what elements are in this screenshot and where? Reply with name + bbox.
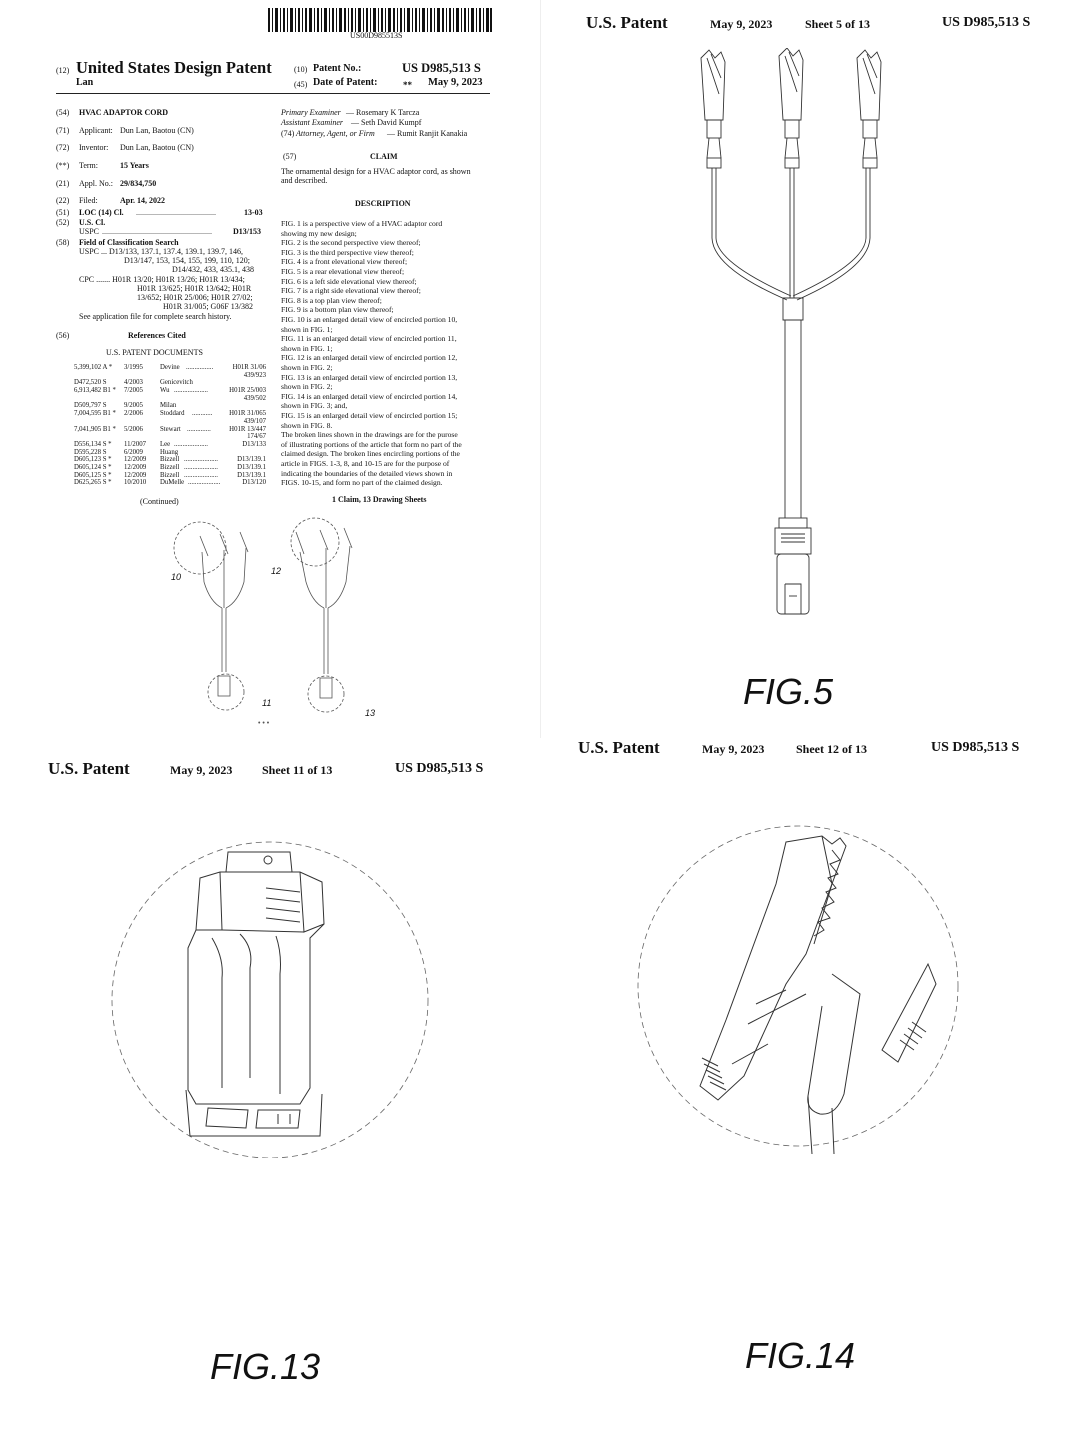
field-appl-label: Appl. No.: [79, 179, 113, 188]
description-line: of illustrating portions of the article that form no part of the [281, 439, 462, 449]
table-row: 439/923 [243, 371, 266, 379]
table-row: 174/67 [247, 433, 266, 441]
barcode [268, 8, 492, 32]
drawing-label-13: 13 [365, 708, 376, 718]
date-code: (45) [294, 80, 308, 89]
loc-label: LOC (14) Cl. [79, 208, 124, 217]
table-row: D472,520 S 4/2003 Genicevitch [74, 379, 193, 387]
assistant-examiner-label: Assistant Examiner [281, 118, 343, 127]
search-code: (58) [56, 238, 70, 247]
table-row: 439/107 [243, 417, 266, 425]
description-line: showing my new design; [281, 228, 357, 238]
clamp-center [779, 48, 803, 168]
description-line: FIG. 13 is an enlarged detail view of encircled portion 13, [281, 372, 458, 382]
patent-number: US D985,513 S [931, 740, 1020, 755]
description-line: FIG. 7 is a right side elevational view thereof; [281, 286, 421, 296]
table-row: 7,041,905 B1 * 5/2006 Stewart .............. H01R 13/447 [74, 425, 266, 433]
table-row: 5,399,102 A * 3/1995 Devine ................ H01R 31/06 [74, 364, 266, 371]
table-row: D556,134 S * 11/2007 Lee .................... D13/133 [74, 440, 266, 448]
field-filed-label: Filed: [79, 196, 98, 205]
refs-label: References Cited [128, 331, 186, 340]
field-filed-value: Apr. 14, 2022 [120, 196, 166, 205]
front-page-panel [0, 0, 540, 738]
uscl-code: (52) [56, 218, 70, 227]
description-line: FIG. 2 is the second perspective view thereof; [281, 238, 421, 248]
table-row: 6,913,482 B1 * 7/2005 Wu .................... H01R 25/003 [74, 387, 266, 395]
sheet-5-panel [540, 0, 1080, 738]
date-label: Date of Patent: [313, 77, 378, 88]
field-applicant-label: Applicant: [79, 126, 113, 135]
field-inventor-value: Dun Lan, Baotou (CN) [120, 143, 194, 152]
field-term-value: 15 Years [120, 161, 149, 170]
refs-continued: (Continued) [140, 497, 179, 506]
loc-value: 13-03 [244, 208, 263, 217]
clamp-left [701, 50, 725, 168]
description-line: claimed design. The broken lines encircling portions of the [281, 449, 460, 459]
drawing-label-11: 11 [262, 698, 272, 708]
field-71-code: (71) [56, 126, 70, 135]
search-line: USPC ... D13/133, 137.1, 137.4, 139.1, 139.7, 146, [79, 247, 244, 256]
search-line: CPC ....... H01R 13/20; H01R 13/26; H01R 13/434; [79, 275, 245, 284]
patent-no-label: Patent No.: [313, 63, 362, 74]
loc-dots: ........................................ [136, 208, 216, 217]
sheet-number: Sheet 12 of 13 [796, 742, 867, 756]
claim-heading: CLAIM [370, 152, 398, 161]
description-line: FIG. 1 is a perspective view of a HVAC adaptor cord [281, 219, 443, 228]
drawing-label-10: 10 [171, 572, 182, 582]
figure-14-drawing [636, 824, 966, 1154]
front-page-drawing [160, 512, 390, 722]
field-applicant-value: Dun Lan, Baotou (CN) [120, 126, 194, 135]
description-line: FIG. 12 is an enlarged detail view of encircled portion 12, [281, 353, 458, 363]
claim-code: (57) [283, 152, 297, 161]
table-row: 7,004,595 B1 * 2/2006 Stoddard ............ H01R 31/065 [74, 410, 266, 418]
table-row: D595,228 S 6/2009 Huang [74, 448, 179, 456]
field-term-code: (**) [56, 161, 70, 170]
attorney-label: Attorney, Agent, or Firm [296, 129, 375, 138]
sheet-11-panel [0, 738, 540, 1440]
barcode-number: US00D985513S [350, 31, 403, 40]
uspc-label: USPC [79, 227, 100, 236]
attorney-code: (74) [281, 129, 295, 138]
description-line: shown in FIG. 8. [281, 420, 333, 430]
description-summary: 1 Claim, 13 Drawing Sheets [332, 495, 427, 504]
date-value: May 9, 2023 [428, 77, 483, 88]
attorney-value: — Rumit Ranjit Kanakia [387, 129, 468, 138]
description-line: FIG. 11 is an enlarged detail view of encircled portion 11, [281, 334, 457, 344]
title-rule [56, 93, 490, 94]
table-row: 439/502 [243, 394, 266, 402]
type-code: (12) [56, 66, 70, 75]
patent-no-code: (10) [294, 65, 308, 74]
description-line: FIG. 14 is an enlarged detail view of encircled portion 14, [281, 391, 458, 401]
figure-caption: FIG.5 [743, 671, 834, 712]
description-line: shown in FIG. 3; and, [281, 401, 348, 411]
table-row: D605,123 S * 12/2009 Bizzell .................... D13/139.1 [74, 456, 266, 464]
description-heading: DESCRIPTION [355, 199, 411, 208]
uspc-value: D13/153 [233, 227, 261, 236]
patent-number: US D985,513 S [942, 15, 1031, 30]
description-line: FIG. 9 is a bottom plan view thereof; [281, 305, 394, 315]
sheet-12-panel [540, 738, 1080, 1440]
search-line: D14/432, 433, 435.1, 438 [172, 265, 254, 274]
table-row: D509,797 S 9/2005 Milan [74, 402, 177, 410]
refs-code: (56) [56, 331, 70, 340]
search-line: See application file for complete search history. [79, 312, 232, 321]
uscl-label: U.S. Cl. [79, 218, 106, 227]
patent-number: US D985,513 S [402, 61, 481, 75]
field-22-code: (22) [56, 196, 70, 205]
description-line: shown in FIG. 2; [281, 382, 333, 392]
field-21-code: (21) [56, 179, 70, 188]
claim-line: The ornamental design for a HVAC adaptor cord, as shown [281, 167, 471, 176]
sheet-number: Sheet 5 of 13 [805, 17, 870, 31]
description-line: FIGS. 10-15, and form no part of the claimed design. [281, 478, 443, 488]
drawing-label-12: 12 [271, 566, 282, 576]
table-row: D605,125 S * 12/2009 Bizzell .................... D13/139.1 [74, 471, 266, 479]
description-line: FIG. 3 is the third perspective view thereof; [281, 247, 414, 257]
assistant-examiner: — Seth David Kumpf [351, 118, 422, 127]
figure-13-drawing [100, 838, 440, 1158]
pager-dots[interactable]: • • • [258, 720, 270, 727]
description-line: The broken lines shown in the drawings are for the purose [281, 430, 458, 440]
description-line: indicating the boundaries of the detailed views shown in [281, 468, 453, 478]
description-line: shown in FIG. 1; [281, 343, 333, 353]
description-line: FIG. 6 is a left side elevational view thereof; [281, 276, 417, 286]
sheet-date: May 9, 2023 [710, 17, 773, 31]
search-line: D13/147, 153, 154, 155, 199, 110, 120; [124, 256, 250, 265]
field-term-label: Term: [79, 161, 98, 170]
search-line: H01R 13/625; H01R 13/642; H01R [137, 284, 252, 293]
description-line: FIG. 4 is a front elevational view thereof; [281, 257, 408, 267]
claim-line: and described. [281, 176, 328, 185]
sheet-number: Sheet 11 of 13 [262, 763, 333, 777]
date-stars: ** [403, 80, 412, 90]
uspc-dots: ....................................................... [102, 227, 212, 236]
search-label: Field of Classification Search [79, 238, 179, 247]
field-72-code: (72) [56, 143, 70, 152]
table-row: D605,124 S * 12/2009 Bizzell .................... D13/139.1 [74, 463, 266, 471]
clamp-right [857, 50, 881, 168]
description-line: FIG. 15 is an enlarged detail view of encircled portion 15; [281, 411, 458, 420]
description-line: FIG. 8 is a top plan view thereof; [281, 295, 382, 305]
figure-caption: FIG.13 [210, 1346, 321, 1387]
field-54-code: (54) [56, 108, 70, 117]
primary-examiner-label: Primary Examiner [281, 108, 341, 117]
sheet-heading: U.S. Patent [48, 759, 130, 778]
description-line: shown in FIG. 2; [281, 363, 333, 372]
primary-examiner: — Rosemary K Tarcza [346, 108, 420, 117]
figure-5-drawing [681, 48, 941, 618]
search-line: H01R 31/005; G06F 13/382 [163, 302, 254, 311]
description-line: FIG. 10 is an enlarged detail view of encircled portion 10, [281, 315, 458, 324]
table-row: D625,265 S * 10/2010 DuMelle ................... D13/120 [74, 479, 266, 487]
sheet-date: May 9, 2023 [170, 763, 233, 777]
references-table [74, 364, 266, 487]
sheet-heading: U.S. Patent [586, 13, 668, 32]
document-title: United States Design Patent [76, 58, 272, 77]
description-line: FIG. 5 is a rear elevational view thereof; [281, 267, 405, 276]
sheet-date: May 9, 2023 [702, 742, 765, 756]
refs-subhead: U.S. PATENT DOCUMENTS [106, 348, 203, 357]
sheet-heading: U.S. Patent [578, 738, 660, 757]
inventor-surname: Lan [76, 77, 94, 88]
figure-caption: FIG.14 [745, 1335, 856, 1376]
field-appl-value: 29/834,750 [120, 179, 157, 188]
search-line: 13/652; H01R 25/006; H01R 27/02; [137, 293, 253, 302]
description-line: article in FIGS. 1-3, 8, and 10-15 are for the purpose of [281, 459, 450, 468]
patent-number: US D985,513 S [395, 761, 484, 776]
field-inventor-label: Inventor: [79, 143, 109, 152]
field-title: HVAC ADAPTOR CORD [79, 108, 169, 117]
description-line: shown in FIG. 1; [281, 324, 333, 334]
loc-code: (51) [56, 208, 70, 217]
